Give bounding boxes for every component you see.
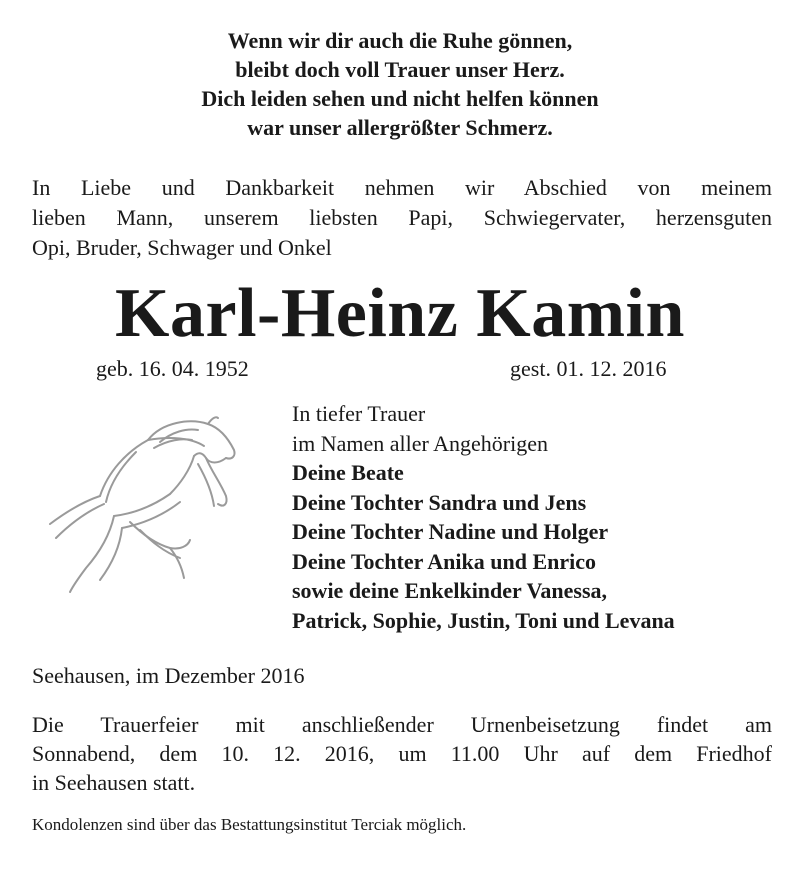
death-date: gest. 01. 12. 2016 (510, 356, 667, 381)
farewell-intro (32, 173, 772, 263)
poem-line: Wenn wir dir auch die Ruhe gönnen, (227, 28, 573, 53)
place-and-date: Seehausen, im Dezember 2016 (32, 663, 305, 688)
intro-line: Opi, Bruder, Schwager und Onkel (32, 235, 332, 260)
poem-line: Dich leiden sehen und nicht helfen können (201, 86, 599, 111)
intro-line: lieben Mann, unserem liebsten Papi, Schwiegervater, herzensguten (32, 205, 772, 230)
leaping-horse-icon (30, 412, 260, 602)
birth-date: geb. 16. 04. 1952 (96, 356, 249, 381)
service-line: in Seehausen statt. (32, 770, 196, 795)
deceased-name: Karl-Heinz Kamin (115, 275, 685, 352)
mourner-entry: Deine Tochter Anika und Enrico (292, 548, 596, 574)
intro-line: In Liebe und Dankbarkeit nehmen wir Abschied von meinem (32, 175, 772, 200)
mourner-entry: sowie deine Enkelkinder Vanessa, (292, 578, 608, 603)
service-line: Die Trauerfeier mit anschließender Urnenbeisetzung findet am (32, 712, 772, 737)
memorial-poem (0, 26, 800, 142)
service-line: Sonnabend, dem 10. 12. 2016, um 11.00 Uhr auf dem Friedhof (32, 741, 772, 766)
condolences-note: Kondolenzen sind über das Bestattungsinstitut Terciak möglich. (32, 815, 467, 834)
mourner-entry: Deine Tochter Sandra und Jens (292, 489, 587, 515)
mourners-intro-line: In tiefer Trauer (292, 401, 426, 426)
poem-line: war unser allergrößter Schmerz. (247, 115, 553, 140)
funeral-service-info (32, 710, 772, 797)
poem-line: bleibt doch voll Trauer unser Herz. (235, 57, 565, 82)
mourners-list (292, 399, 675, 635)
mourner-entry: Deine Tochter Nadine und Holger (292, 519, 609, 544)
mourners-intro-line: im Namen aller Angehörigen (292, 430, 548, 456)
mourner-entry: Deine Beate (292, 460, 404, 485)
mourner-entry: Patrick, Sophie, Justin, Toni und Levana (292, 607, 675, 633)
